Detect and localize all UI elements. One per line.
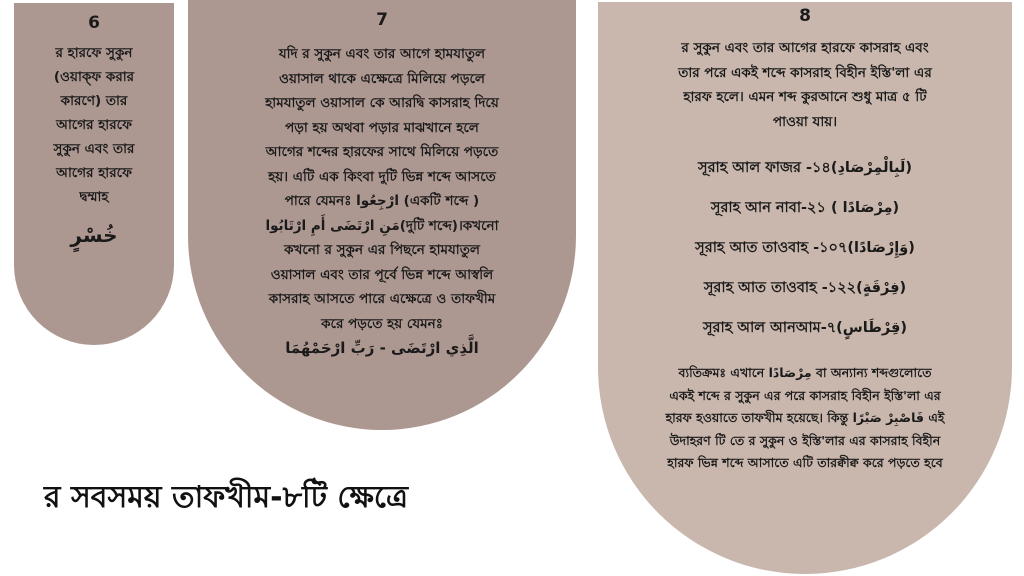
surah-reference-list: [598, 148, 1012, 348]
card-text-line: ওয়াসাল থাকে এক্ষেত্রে মিলিয়ে পড়লে: [279, 70, 485, 87]
card-text-line: হয়। এটি এক কিংবা দুটি ভিন্ন শব্দে আসতে: [268, 168, 496, 185]
card-text-line: একই শব্দে র সুকুন এর পরে কাসরাহ বিহীন ইস্তি'লা এর: [669, 387, 941, 403]
card-text-line: ওয়াসাল এবং তার পূর্বে ভিন্ন শব্দে আস্বলি: [270, 266, 494, 283]
card-text-line: র হারফে সুকুন: [55, 45, 133, 61]
card-text-line: দ্বম্মাহ: [79, 189, 109, 205]
page-title: র সবসময় তাফখীম-৮টি ক্ষেত্রে: [44, 480, 408, 515]
card-text-line: (ওয়াক্ফ করার: [53, 69, 135, 85]
card-text-line: করে পড়তে হয় যেমনঃ: [321, 315, 443, 332]
card-text-line: আগের হারফে: [56, 165, 132, 181]
card-text-line: হারফ ভিন্ন শব্দে আসাতে এটি তারক্বীক্ব করে পড়তে হবে: [667, 455, 943, 470]
card-text-line: হারফ হওয়াতে তাফখীম হয়েছে। কিন্তু فَاصْبِرْ صَبْرًا এই: [665, 410, 945, 425]
card-text-line: কারণে) তার: [60, 93, 128, 109]
card-text-line: উদাহরণ টি তে র সুকুন ও ইস্তি'লার এর কাসরাহ বিহীন: [669, 432, 941, 448]
card-text-line: ব্যতিক্রমঃ এখানে مِرْصَادًا বা অন্যান্য শব্দগুলোতে: [678, 365, 932, 380]
arabic-example: خُسْرٍ: [70, 223, 118, 247]
card-text-line: পারে যেমনঃ ارْجِعُوا (একটি শব্দে ): [284, 193, 480, 209]
card-number: 8: [799, 6, 811, 26]
rule-card-6: [14, 3, 174, 345]
card-text-line: যদি র সুকুন এবং তার আগে হামযাতুল: [278, 46, 486, 62]
card-text-line: সুকুন এবং তার: [53, 141, 135, 157]
card-text-line: কখনো র সুকুন এর পিছনে হামযাতুল: [284, 242, 480, 258]
exception-note: [598, 362, 1012, 475]
card-text-line: র সুকুন এবং তার আগের হারফে কাসরাহ এবং: [681, 40, 929, 56]
card-text-line: আগের শব্দের হারফের সাথে মিলিয়ে পড়তে: [265, 144, 499, 160]
card-intro: [598, 36, 1012, 134]
surah-reference: সূরাহ আত তাওবাহ -১০৭(وَإِرْصَادًا): [695, 240, 915, 256]
card-number: 7: [376, 10, 388, 30]
rule-card-7: [188, 0, 576, 430]
card-text-line: مَنِ ارْتَضَى أَمِ ارْتَابُوا(দুটি শব্দে)।কখনো: [265, 217, 499, 234]
arabic-example: الَّذِي ارْتَضَى - رَبِّ ارْحَمْهُمَا: [285, 339, 479, 357]
card-text-line: হারফ হলে। এমন শব্দ কুরআনে শুধু মাত্র ৫ টি: [683, 89, 927, 105]
card-text-line: আগের হারফে: [56, 117, 132, 133]
card-text-line: তার পরে একই শব্দে কাসরাহ বিহীন ইস্তি'লা এর: [678, 64, 932, 81]
rule-card-8: [598, 2, 1012, 574]
surah-reference: সূরাহ আত তাওবাহ -১২২(فِرْقَةٍ): [703, 280, 907, 296]
surah-reference: সূরাহ আন নাবা-২১ ( مِرْصَادًا): [710, 200, 900, 216]
card-text-line: হামযাতুল ওয়াসাল কে আরদ্বি কাসরাহ দিয়ে: [265, 95, 499, 111]
card-text-line: পাওয়া যায়।: [772, 113, 838, 130]
surah-reference: সূরাহ আল আনআম-৭(قِرْطَاسٍ): [702, 320, 908, 336]
surah-reference: সূরাহ আল ফাজর -১৪(لَبِالْمِرْصَادِ): [698, 160, 912, 176]
card-text-line: পড়া হয় অথবা পড়ার মাঝখানে হলে: [285, 119, 479, 136]
card-number: 6: [88, 13, 100, 33]
card-text-line: কাসরাহ আসতে পারে এক্ষেত্রে ও তাফখীম: [268, 291, 496, 307]
